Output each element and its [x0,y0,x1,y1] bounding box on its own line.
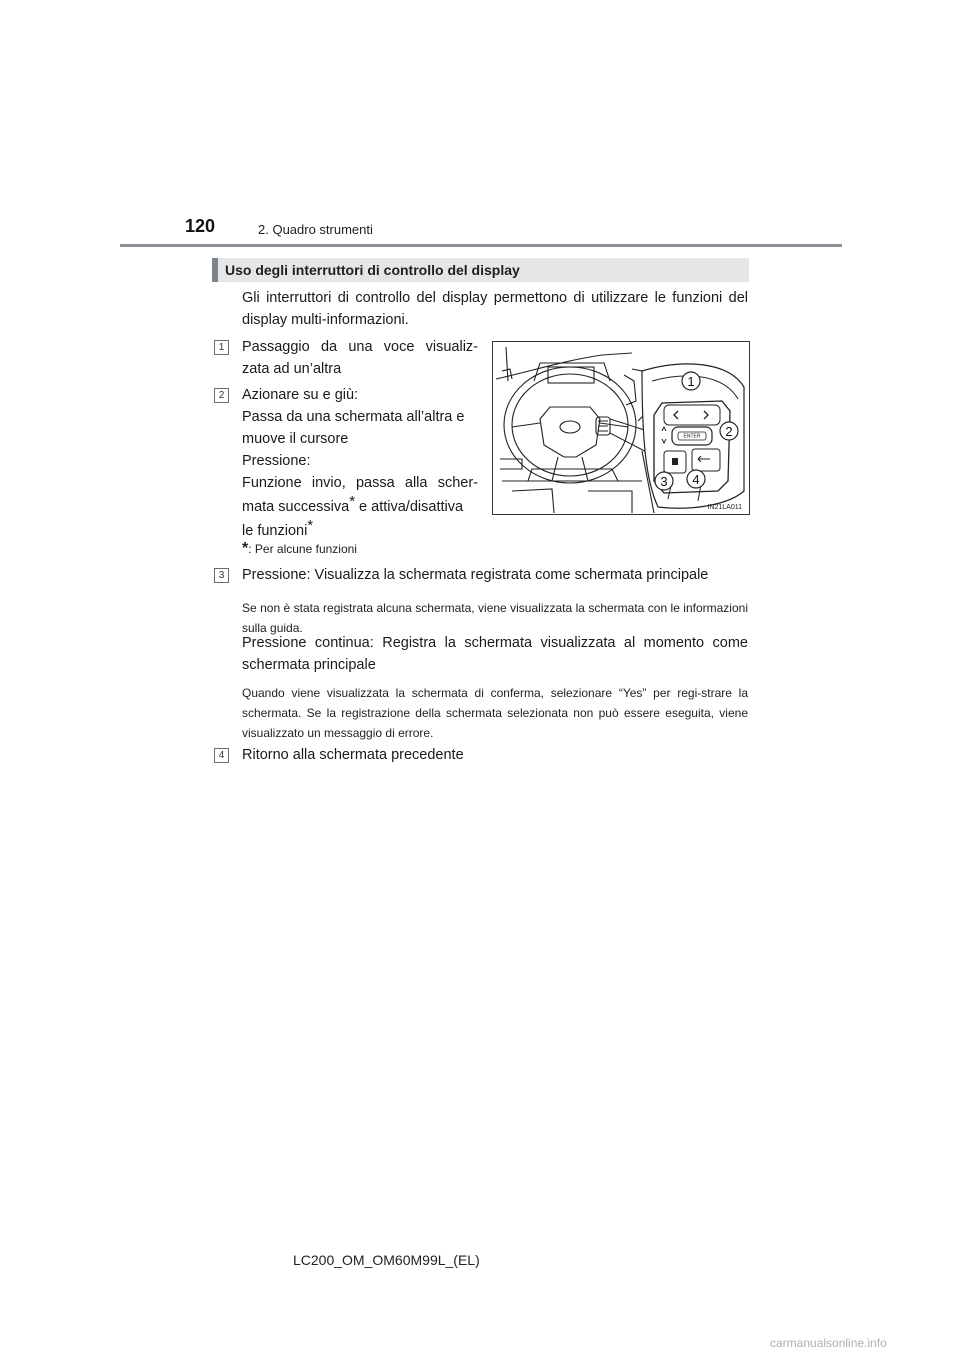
enter-label: ENTER [683,433,701,440]
item-3-hold-note: Quando viene visualizzata la schermata di conferma, selezionare “Yes” per regi-strare la schermata. Se la registrazione della schermata selezionata non può essere eseguita, viene visualizzato un messaggio di errore. [242,686,748,740]
item-2-text [242,384,478,450]
steering-wheel-illustration [492,341,750,515]
item-3-press-note: Se non è stata registrata alcuna schermata, viene visualizzata la schermata con le informazioni sulla guida. [242,601,748,635]
item-2-line-1: Azionare su e giù: [242,387,359,403]
intro-paragraph: Gli interruttori di controllo del display permettono di utilizzare le funzioni del display multi-informazioni. [242,290,748,328]
item-2-line-3: muove il cursore [242,431,349,447]
footnote-text: : Per alcune funzioni [248,542,357,556]
section-title: Uso degli interruttori di controllo del display [225,262,520,278]
figure-code: IN21LA011 [707,504,742,511]
asterisk-mark: * [349,493,356,511]
item-2-press-line-2: Funzione invio, passa alla scher- [242,475,478,491]
item-number-1: 1 [214,340,229,355]
callout-label-4: 4 [692,472,700,487]
item-2-press-line-3 [242,493,478,518]
item-3-hold: Pressione continua: Registra la schermata visualizzata al momento come schermata principale [242,635,748,673]
item-1-text [242,336,478,380]
item-number-4: 4 [214,748,229,763]
item-1-line-2: zata ad un’altra [242,361,342,377]
item-2-press-line-3b: e attiva/disattiva [355,499,464,515]
page-number: 120 [185,216,216,236]
watermark: carmanualsonline.info [770,1336,887,1350]
item-3-press: Pressione: Visualizza la schermata registrata come schermata principale [242,567,709,583]
callout-label-3: 3 [660,474,668,489]
footnote-star: * [242,540,249,557]
item-4-text: Ritorno alla schermata precedente [242,747,464,763]
asterisk-mark: * [307,517,314,535]
section-header: 2. Quadro strumenti [258,222,373,237]
item-2-press-line-4 [242,517,478,542]
footnote [242,540,357,558]
item-2-press-line-1: Pressione: [242,453,311,469]
item-number-2: 2 [214,388,229,403]
callout-label-1: 1 [687,374,695,389]
item-2-press-line-4-text: le funzioni [242,523,308,539]
item-2-press-text [242,450,478,542]
section-band-marker [212,258,218,282]
item-1-line-1: Passaggio da una voce visualiz- [242,339,478,355]
footer-code: LC200_OM_OM60M99L_(EL) [293,1252,480,1268]
callout-label-2: 2 [725,424,733,439]
item-2-press-line-3a: mata successiva [242,499,350,515]
header-rule [120,244,842,247]
item-number-3: 3 [214,568,229,583]
item-2-line-2: Passa da una schermata all’altra e [242,409,465,425]
